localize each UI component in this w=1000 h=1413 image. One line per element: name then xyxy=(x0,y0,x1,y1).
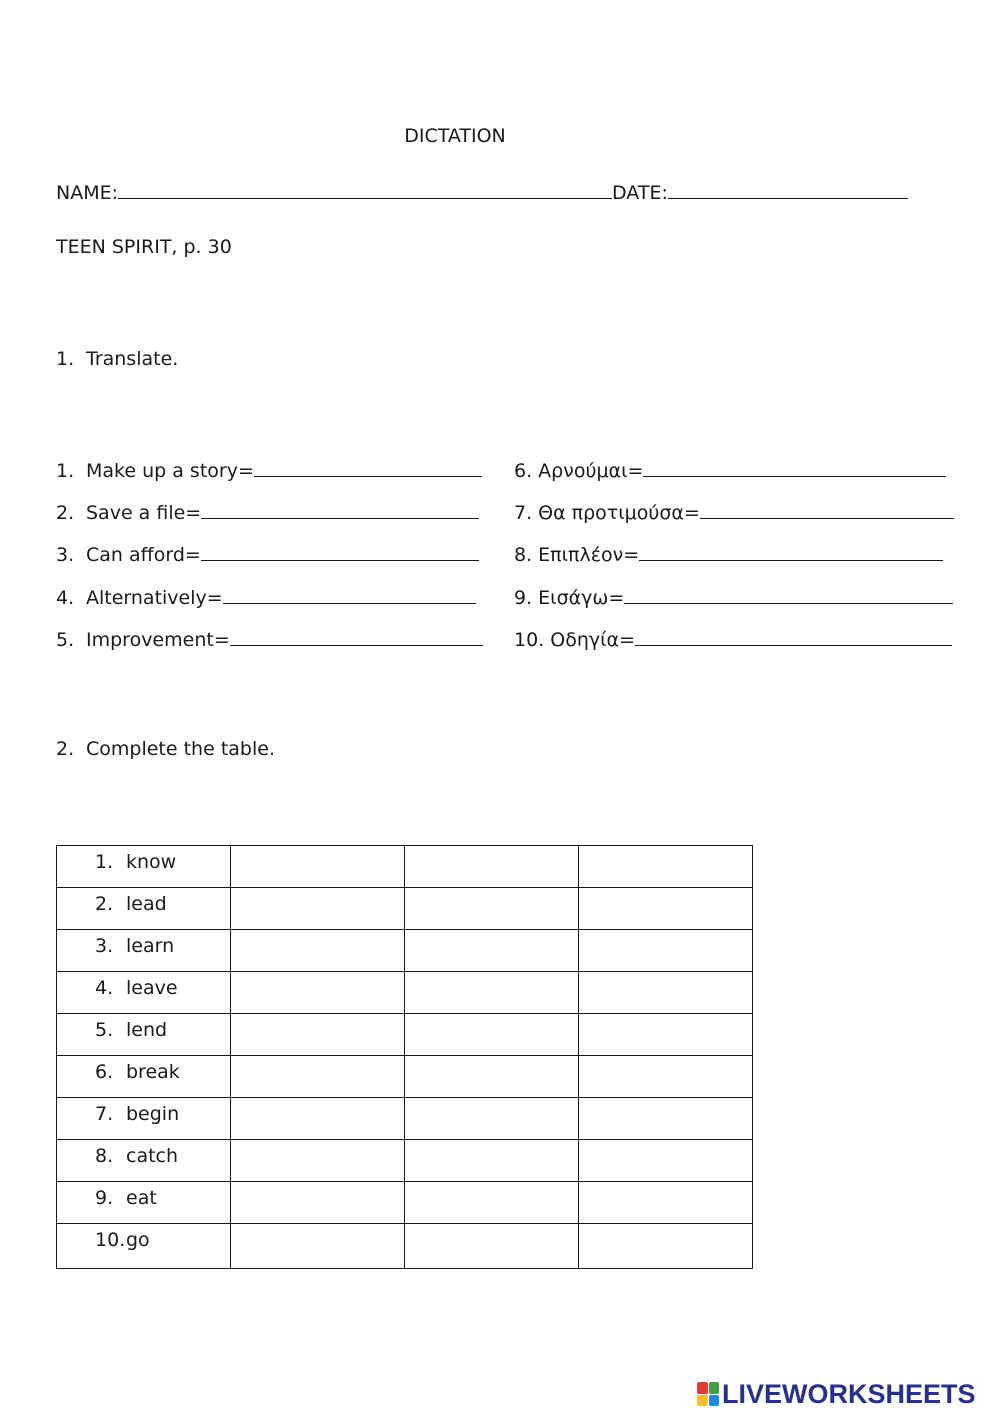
translate-item-6 xyxy=(514,457,946,483)
item-text: Can afford= xyxy=(86,544,201,566)
table-row xyxy=(57,1014,753,1056)
logo-square-icon xyxy=(709,1395,720,1407)
verb-cell xyxy=(57,1056,231,1098)
row-number: 6. xyxy=(95,1061,114,1083)
answer-cell[interactable] xyxy=(579,972,753,1014)
item-number: 4. xyxy=(56,587,75,609)
answer-cell[interactable] xyxy=(405,1140,579,1182)
answer-cell[interactable] xyxy=(405,1224,579,1269)
translate-item-1 xyxy=(56,457,482,483)
answer-cell[interactable] xyxy=(231,1182,405,1224)
item-text: Make up a story= xyxy=(86,460,254,482)
verb-cell xyxy=(57,1224,231,1269)
liveworksheets-logo[interactable] xyxy=(697,1378,976,1410)
section-1-number: 1. xyxy=(56,348,75,370)
answer-cell[interactable] xyxy=(405,1098,579,1140)
table-row xyxy=(57,1182,753,1224)
item-text: 7. Θα προτιμούσα= xyxy=(514,502,700,524)
verb-text: eat xyxy=(126,1187,157,1209)
table-row xyxy=(57,972,753,1014)
name-label: NAME: xyxy=(56,182,119,204)
answer-line[interactable] xyxy=(254,457,482,477)
translate-item-8 xyxy=(514,541,943,567)
verb-text: lend xyxy=(126,1019,168,1041)
verb-text: leave xyxy=(126,977,178,999)
table-row xyxy=(57,888,753,930)
section-2-number: 2. xyxy=(56,738,75,760)
book-reference: TEEN SPIRIT, p. 30 xyxy=(56,236,232,258)
answer-line[interactable] xyxy=(700,499,954,519)
answer-cell[interactable] xyxy=(579,1182,753,1224)
answer-cell[interactable] xyxy=(405,1182,579,1224)
answer-line[interactable] xyxy=(635,626,952,646)
name-date-row xyxy=(56,179,908,205)
translate-item-9 xyxy=(514,584,953,610)
item-text: 10. Οδηγία= xyxy=(514,629,635,651)
answer-cell[interactable] xyxy=(231,888,405,930)
answer-line[interactable] xyxy=(639,541,943,561)
answer-line[interactable] xyxy=(643,457,946,477)
answer-cell[interactable] xyxy=(579,1140,753,1182)
section-2-heading xyxy=(56,737,275,761)
date-field[interactable] xyxy=(668,179,908,199)
row-number: 7. xyxy=(95,1103,114,1125)
answer-cell[interactable] xyxy=(231,930,405,972)
translate-item-7 xyxy=(514,499,954,525)
section-1-instruction: Translate. xyxy=(86,348,179,370)
row-number: 4. xyxy=(95,977,114,999)
row-number: 10. xyxy=(95,1229,126,1251)
item-text: 8. Επιπλέον= xyxy=(514,544,640,566)
table-row xyxy=(57,1056,753,1098)
item-text: 6. Αρνούμαι= xyxy=(514,460,644,482)
page-title: DICTATION xyxy=(404,125,506,147)
verb-cell xyxy=(57,930,231,972)
section-2-instruction: Complete the table. xyxy=(86,738,275,760)
answer-cell[interactable] xyxy=(231,1224,405,1269)
section-1-heading xyxy=(56,347,178,371)
logo-text: LIVEWORKSHEETS xyxy=(722,1378,976,1409)
answer-cell[interactable] xyxy=(405,888,579,930)
row-number: 2. xyxy=(95,893,114,915)
answer-line[interactable] xyxy=(201,499,479,519)
item-number: 2. xyxy=(56,502,75,524)
logo-square-icon xyxy=(697,1395,708,1407)
answer-cell[interactable] xyxy=(579,1056,753,1098)
verb-cell xyxy=(57,1098,231,1140)
verb-cell xyxy=(57,1182,231,1224)
answer-cell[interactable] xyxy=(579,888,753,930)
name-field[interactable] xyxy=(118,179,612,199)
row-number: 5. xyxy=(95,1019,114,1041)
translate-item-5 xyxy=(56,626,483,652)
verb-cell xyxy=(57,972,231,1014)
row-number: 3. xyxy=(95,935,114,957)
answer-cell[interactable] xyxy=(231,972,405,1014)
verb-text: go xyxy=(126,1229,150,1251)
answer-cell[interactable] xyxy=(231,1098,405,1140)
item-text: Alternatively= xyxy=(86,587,223,609)
verb-text: break xyxy=(126,1061,180,1083)
answer-cell[interactable] xyxy=(579,846,753,888)
logo-square-icon xyxy=(697,1382,708,1394)
answer-cell[interactable] xyxy=(579,1098,753,1140)
table-row xyxy=(57,1224,753,1269)
verb-text: catch xyxy=(126,1145,179,1167)
answer-line[interactable] xyxy=(201,541,479,561)
answer-cell[interactable] xyxy=(579,1224,753,1269)
row-number: 1. xyxy=(95,851,114,873)
verb-cell xyxy=(57,846,231,888)
answer-cell[interactable] xyxy=(405,1056,579,1098)
translate-item-4 xyxy=(56,584,476,610)
answer-cell[interactable] xyxy=(405,1014,579,1056)
table-row xyxy=(57,846,753,888)
verb-text: lead xyxy=(126,893,167,915)
translate-item-3 xyxy=(56,541,479,567)
table-row xyxy=(57,930,753,972)
table-row xyxy=(57,1140,753,1182)
logo-square-icon xyxy=(709,1382,720,1394)
answer-line[interactable] xyxy=(223,584,476,604)
row-number: 8. xyxy=(95,1145,114,1167)
answer-line[interactable] xyxy=(230,626,483,646)
answer-cell[interactable] xyxy=(231,1140,405,1182)
verb-text: begin xyxy=(126,1103,180,1125)
row-number: 9. xyxy=(95,1187,114,1209)
translate-item-10 xyxy=(514,626,952,652)
answer-cell[interactable] xyxy=(405,972,579,1014)
answer-cell[interactable] xyxy=(405,846,579,888)
item-text: Improvement= xyxy=(86,629,230,651)
answer-cell[interactable] xyxy=(231,1014,405,1056)
answer-cell[interactable] xyxy=(231,1056,405,1098)
item-number: 5. xyxy=(56,629,75,651)
logo-mark-icon xyxy=(697,1382,719,1406)
verb-text: learn xyxy=(126,935,175,957)
answer-cell[interactable] xyxy=(231,846,405,888)
item-number: 3. xyxy=(56,544,75,566)
verb-text: know xyxy=(126,851,177,873)
date-label: DATE: xyxy=(612,182,668,204)
item-text: Save a file= xyxy=(86,502,202,524)
answer-line[interactable] xyxy=(624,584,953,604)
item-text: 9. Εισάγω= xyxy=(514,587,625,609)
table-row xyxy=(57,1098,753,1140)
verb-table xyxy=(56,845,753,1269)
verb-cell xyxy=(57,1014,231,1056)
verb-cell xyxy=(57,1140,231,1182)
item-number: 1. xyxy=(56,460,75,482)
answer-cell[interactable] xyxy=(579,930,753,972)
verb-cell xyxy=(57,888,231,930)
translate-item-2 xyxy=(56,499,479,525)
answer-cell[interactable] xyxy=(405,930,579,972)
answer-cell[interactable] xyxy=(579,1014,753,1056)
